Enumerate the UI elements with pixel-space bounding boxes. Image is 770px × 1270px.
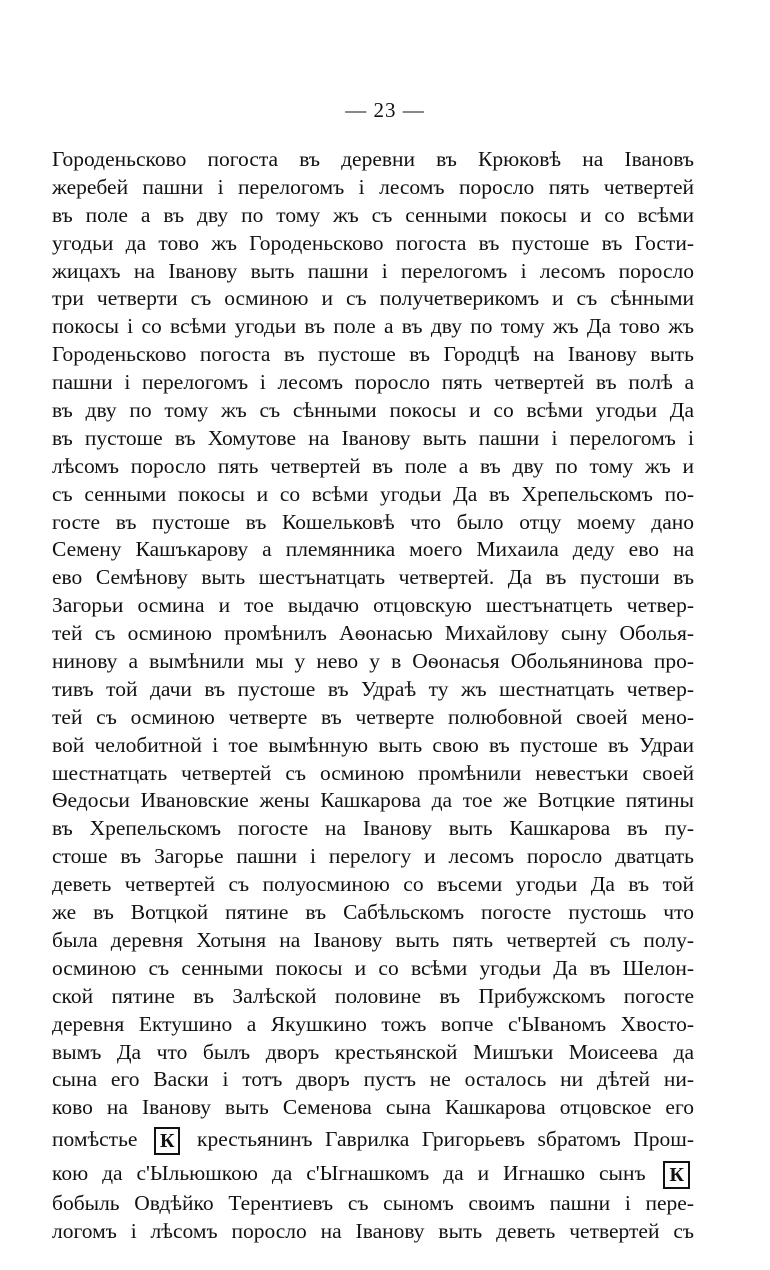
- text-line: Ѳедосьи Ивановские жены Кашкарова да тое же Вотцкие пятины: [52, 788, 694, 813]
- text-segment: крестьянинъ Гаврилка Григорьевъ ѕбратомъ Прош-: [197, 1127, 694, 1152]
- text-line-with-mark: [52, 1122, 694, 1156]
- text-line: нинову а вымѣнили мы у нево у в Оѳонасья Обольянинова про-: [52, 649, 694, 674]
- text-line: госте въ пустоше въ Кошельковѣ что было отцу моему дано: [52, 509, 694, 534]
- text-line: въ поле а въ дву по тому жъ съ сенными покосы и со всѣми: [52, 202, 694, 227]
- text-line: покосы і со всѣми угодьи въ поле а въ дву по тому жъ Да тово жъ: [52, 314, 694, 339]
- text-line: тей съ осминою четверте въ четверте полюбовной своей мено-: [52, 704, 694, 729]
- text-line: была деревня Хотыня на Іванову выть пять четвертей съ полу-: [52, 927, 694, 952]
- text-line: угодьи да тово жъ Городеньсково погоста въ пустоше въ Гости-: [52, 230, 694, 255]
- text-line: вой челобитной і тое вымѣнную выть свою въ пустоше въ Удраи: [52, 732, 694, 757]
- text-line: въ пустоше въ Хомутове на Іванову выть пашни і перелогомъ і: [52, 425, 694, 450]
- text-line: вымъ Да что былъ дворъ крестьянской Мишъки Моисеева да: [52, 1039, 694, 1064]
- text-line: шестнатцать четвертей съ осминою промѣнили невестъки своей: [52, 760, 694, 785]
- text-segment: кою да с'Ыльюшкою да с'Ыгнашкомъ да и Игнашко сынъ: [52, 1161, 646, 1186]
- text-line: стоше въ Загорье пашни і перелогу и лесомъ поросло дватцать: [52, 844, 694, 869]
- text-line: ской пятине въ Залѣской половине въ Прибужскомъ погосте: [52, 983, 694, 1008]
- text-line: деревня Ектушино а Якушкино тожъ вопче с'Ываномъ Хвосто-: [52, 1011, 694, 1036]
- text-line: ково на Іванову выть Семенова сына Кашкарова отцовское его: [52, 1095, 694, 1120]
- text-line: въ Хрепельскомъ погосте на Іванову выть Кашкарова въ пу-: [52, 816, 694, 841]
- text-line: жеребей пашни і перелогомъ і лесомъ поросло пять четвертей: [52, 174, 694, 199]
- boxed-mark: К: [663, 1161, 690, 1189]
- text-line-with-mark: [52, 1156, 694, 1190]
- text-line: жицахъ на Іванову выть пашни і перелогомъ і лесомъ поросло: [52, 258, 694, 283]
- text-line: же въ Вотцкой пятине въ Сабѣльскомъ погосте пустошь что: [52, 900, 694, 925]
- text-line: Загорьи осмина и тое выдачю отцовскую шестънатцеть четвер-: [52, 593, 694, 618]
- boxed-mark: К: [154, 1127, 181, 1155]
- text-line: осминою съ сенными покосы и со всѣми угодьи Да въ Шелон-: [52, 955, 694, 980]
- text-line: деветь четвертей съ полуосминою со въсеми угодьи Да въ той: [52, 872, 694, 897]
- text-segment: помѣстье: [52, 1127, 138, 1152]
- text-line: Городеньсково погоста въ пустоше въ Городцѣ на Іванову выть: [52, 342, 694, 367]
- text-line: въ дву по тому жъ съ сѣнными покосы и со всѣми угодьи Да: [52, 398, 694, 423]
- text-line: тивъ той дачи въ пустоше въ Удраѣ ту жъ шестнатцать четвер-: [52, 676, 694, 701]
- text-line: ево Семѣнову выть шестънатцать четвертей. Да въ пустоши въ: [52, 565, 694, 590]
- text-line: логомъ і лѣсомъ поросло на Іванову выть деветь четвертей съ: [52, 1219, 694, 1244]
- text-line: три четверти съ осминою и съ получетверикомъ и съ сѣнными: [52, 286, 694, 311]
- body-text: [52, 146, 694, 1246]
- text-line: лѣсомъ поросло пять четвертей въ поле а въ дву по тому жъ и: [52, 453, 694, 478]
- text-line: пашни і перелогомъ і лесомъ поросло пять четвертей въ полѣ а: [52, 370, 694, 395]
- text-line: бобыль Овдѣйко Терентиевъ съ сыномъ своимъ пашни і пере-: [52, 1191, 694, 1216]
- text-line: Семену Кашъкарову а племянника моего Михаила деду ево на: [52, 537, 694, 562]
- text-line: сына его Васки і тотъ дворъ пустъ не осталось ни дѣтей ни-: [52, 1067, 694, 1092]
- page-number: — 23 —: [345, 98, 425, 122]
- text-line: Городеньсково погоста въ деревни въ Крюковѣ на Івановъ: [52, 147, 694, 171]
- text-line: тей съ осминою промѣнилъ Аѳонасью Михайлову сыну Оболья-: [52, 621, 694, 646]
- text-line: съ сенными покосы и со всѣми угодьи Да въ Хрепельскомъ по-: [52, 481, 694, 506]
